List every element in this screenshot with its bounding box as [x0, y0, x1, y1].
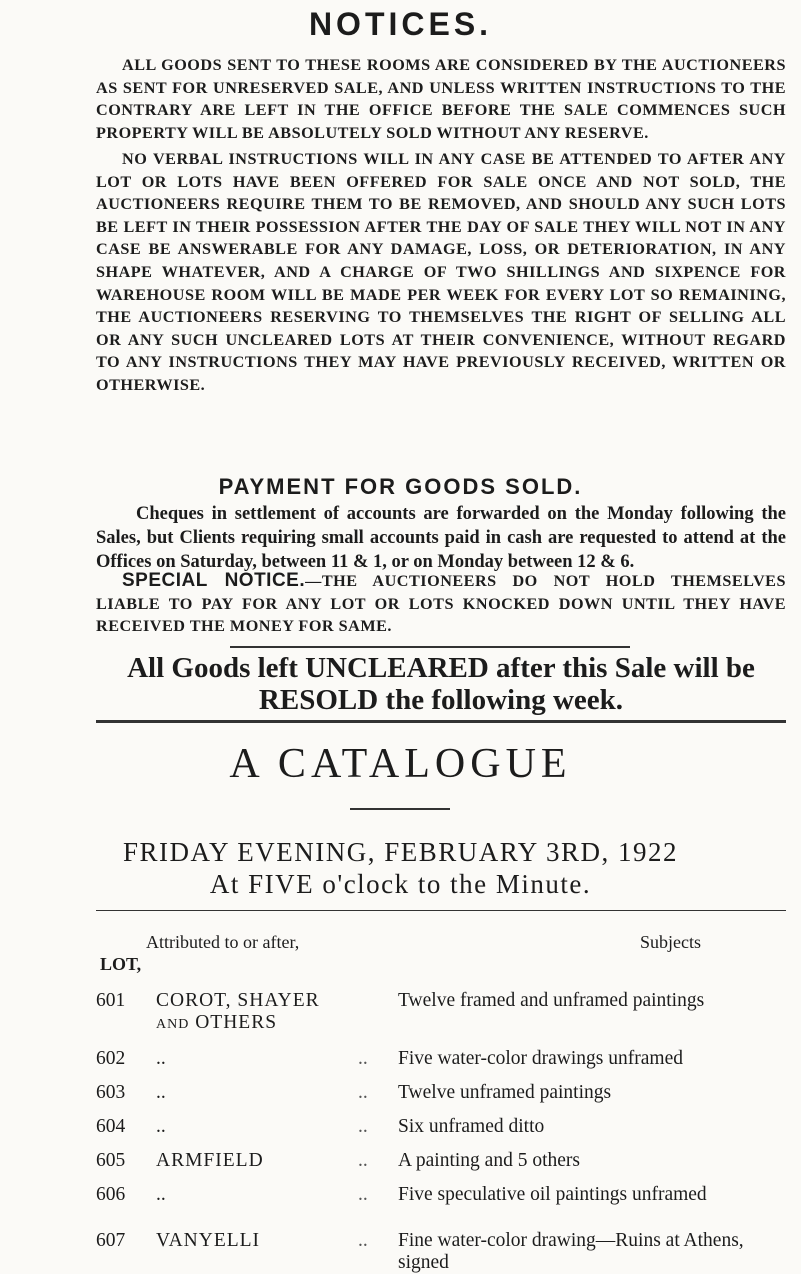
- short-divider: [350, 808, 450, 810]
- lot-number: 601: [96, 990, 126, 1011]
- lot-artist: ..: [156, 1184, 166, 1205]
- lot-dots: ..: [358, 1230, 368, 1251]
- special-notice: [96, 570, 786, 638]
- lot-artist: ARMFIELD: [156, 1150, 264, 1171]
- lot-dots: ..: [358, 1082, 368, 1103]
- lot-dots: ..: [358, 1150, 368, 1171]
- lot-number: 603: [96, 1082, 126, 1103]
- lot-dots: ..: [358, 1116, 368, 1137]
- notices-title: NOTICES.: [308, 6, 493, 42]
- lot-artist: VANYELLI: [156, 1230, 261, 1251]
- sale-date: FRIDAY EVENING, FEBRUARY 3RD, 1922: [122, 837, 679, 867]
- divider-rule-thick: [96, 720, 786, 723]
- lot-description: Twelve framed and unframed paintings: [398, 990, 705, 1011]
- lot-artist: ..: [156, 1082, 166, 1103]
- lot-artist: COROT, SHAYER and OTHERS: [156, 990, 320, 1033]
- lot-description: Twelve unframed paintings: [398, 1082, 612, 1103]
- lot-number: 607: [96, 1230, 126, 1251]
- header-attributed: Attributed to or after,: [146, 932, 300, 952]
- table-top-rule: [96, 910, 786, 911]
- special-notice-text: —THE AUCTIONEERS DO NOT HOLD THEMSELVES LIABLE TO PAY FOR ANY LOT OR LOTS KNOCKED DOWN UNTIL THEY HAVE RECEIVED THE MONEY FOR SAME.: [96, 572, 786, 636]
- lot-number: 606: [96, 1184, 126, 1205]
- lot-number: 602: [96, 1048, 126, 1069]
- notice-verbal-instructions: NO VERBAL INSTRUCTIONS WILL IN ANY CASE BE ATTENDED TO AFTER ANY LOT OR LOTS HAVE BEEN OFFERED FOR SALE ONCE AND NOT SOLD, THE AUCTIONEERS REQUIRE THEM TO BE REMOVED, AND SHOULD ANY SUCH LOTS BE LEFT IN THEIR POSSESSION AFTER THE DAY OF SALE THEY WILL NOT IN ANY CASE BE ANSWERABLE FOR ANY DAMAGE, LOSS, OR DETERIORATION, IN ANY SHAPE WHATEVER, AND A CHARGE OF TWO SHILLINGS AND SIXPENCE FOR WAREHOUSE ROOM WILL BE MADE PER WEEK FOR EVERY LOT SO REMAINING, THE AUCTIONEERS RESERVING TO THEMSELVES THE RIGHT OF SELLING ALL OR ANY SUCH UNCLEARED LOTS AT THEIR CONVENIENCE, WITHOUT REGARD TO ANY INSTRUCTIONS THEY MAY HAVE PREVIOUSLY RECEIVED, WRITTEN OR OTHERWISE.: [96, 150, 786, 394]
- lot-number: 605: [96, 1150, 126, 1171]
- catalogue-title: A CATALOGUE: [229, 741, 572, 787]
- divider-rule: [230, 646, 630, 648]
- header-subjects: Subjects: [640, 932, 701, 952]
- lot-description: Five speculative oil paintings unframed: [398, 1184, 707, 1205]
- lot-description: A painting and 5 others: [398, 1150, 580, 1171]
- notice-unreserved-sale: ALL GOODS SENT TO THESE ROOMS ARE CONSIDERED BY THE AUCTIONEERS AS SENT FOR UNRESERVED SALE, AND UNLESS WRITTEN INSTRUCTIONS TO THE CONTRARY ARE LEFT IN THE OFFICE BEFORE THE SALE COMMENCES SUCH PROPERTY WILL BE ABSOLUTELY SOLD WITHOUT ANY RESERVE.: [96, 56, 786, 142]
- special-notice-lead: SPECIAL NOTICE.: [122, 570, 306, 591]
- lot-description: Five water-color drawings unframed: [398, 1048, 683, 1069]
- header-lot: LOT,: [100, 954, 142, 974]
- lot-description: Six unframed ditto: [398, 1116, 545, 1137]
- lot-artist: ..: [156, 1116, 166, 1137]
- payment-heading: PAYMENT FOR GOODS SOLD.: [218, 474, 583, 499]
- sale-date-block: [0, 836, 801, 900]
- lot-dots: ..: [358, 1184, 368, 1205]
- sale-time: At FIVE o'clock to the Minute.: [209, 869, 592, 899]
- lot-dots: ..: [358, 1048, 368, 1069]
- uncleared-goods-notice: All Goods left UNCLEARED after this Sale will be RESOLD the following week.: [127, 652, 755, 716]
- lot-number: 604: [96, 1116, 126, 1137]
- payment-cheques-text: Cheques in settlement of accounts are forwarded on the Monday following the Sales, but Clients requiring small accounts paid in cash are requested to attend at the Offices on Saturday, between 11 & 1, or on Monday between 12 & 6.: [96, 504, 786, 572]
- lot-artist: ..: [156, 1048, 166, 1069]
- lot-description: Fine water-color drawing—Ruins at Athens, signed: [398, 1230, 744, 1273]
